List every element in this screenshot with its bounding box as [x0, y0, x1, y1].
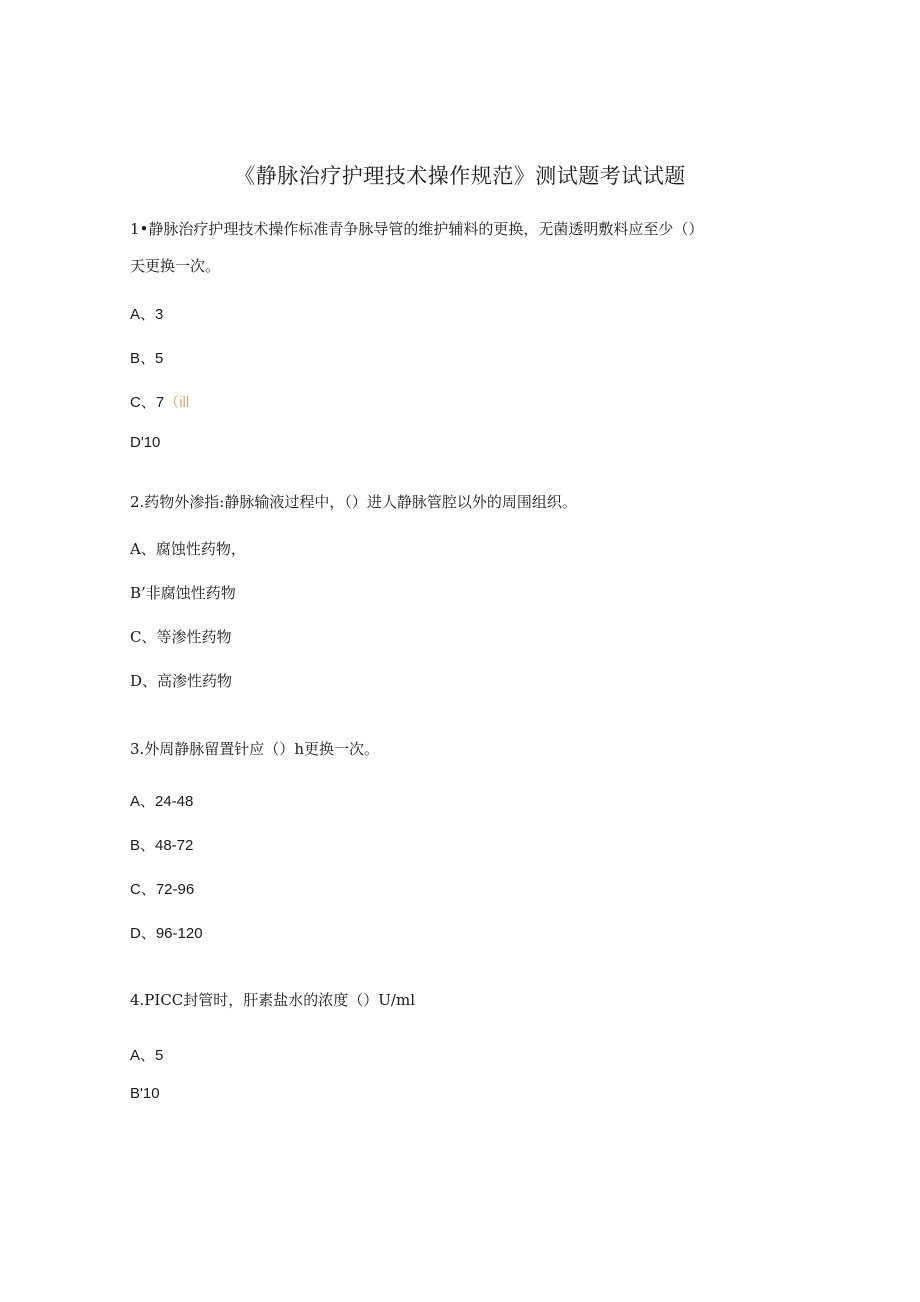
question-3-stem: 3.外周静脉留置针应（）h更换一次。	[130, 740, 379, 758]
question-4-option-a: A、5	[130, 1047, 164, 1064]
question-2-option-c: C、等渗性药物	[130, 628, 232, 646]
question-2-option-a: A、腐蚀性药物，	[130, 540, 246, 558]
question-1-option-c	[130, 391, 189, 412]
question-1-option-c-mark: （ill	[164, 394, 190, 411]
question-3-option-b: B、48-72	[130, 837, 194, 854]
question-3-option-a: A、24-48	[130, 793, 194, 810]
question-1-option-a: A、3	[130, 306, 164, 323]
question-1-option-b: B、5	[130, 350, 164, 367]
question-1-stem-line-2: 天更换一次。	[130, 257, 221, 275]
question-2-option-d: D、高渗性药物	[130, 672, 233, 690]
question-2-stem: 2.药物外渗指:静脉输液过程中，（）进人静脉管腔以外的周围组织。	[130, 493, 577, 511]
document-title: 《静脉治疗护理技术操作规范》测试题考试试题	[234, 164, 686, 188]
question-3-option-d: D、96-120	[130, 925, 203, 942]
question-1-option-c-text: C、7	[130, 394, 165, 411]
question-1-stem-line-1: 1•静脉治疗护理技术操作标准青争脉导管的维护辅料的更换，无菌透明敷料应至少（）	[130, 220, 704, 238]
question-4-option-b: B'10	[130, 1085, 160, 1102]
question-4-stem: 4.PICC封管时，肝素盐水的浓度（）U/ml	[130, 991, 416, 1009]
question-3-option-c: C、72-96	[130, 881, 195, 898]
question-2-option-b: B’非腐蚀性药物	[130, 584, 236, 602]
question-1-option-d: D'10	[130, 434, 161, 451]
